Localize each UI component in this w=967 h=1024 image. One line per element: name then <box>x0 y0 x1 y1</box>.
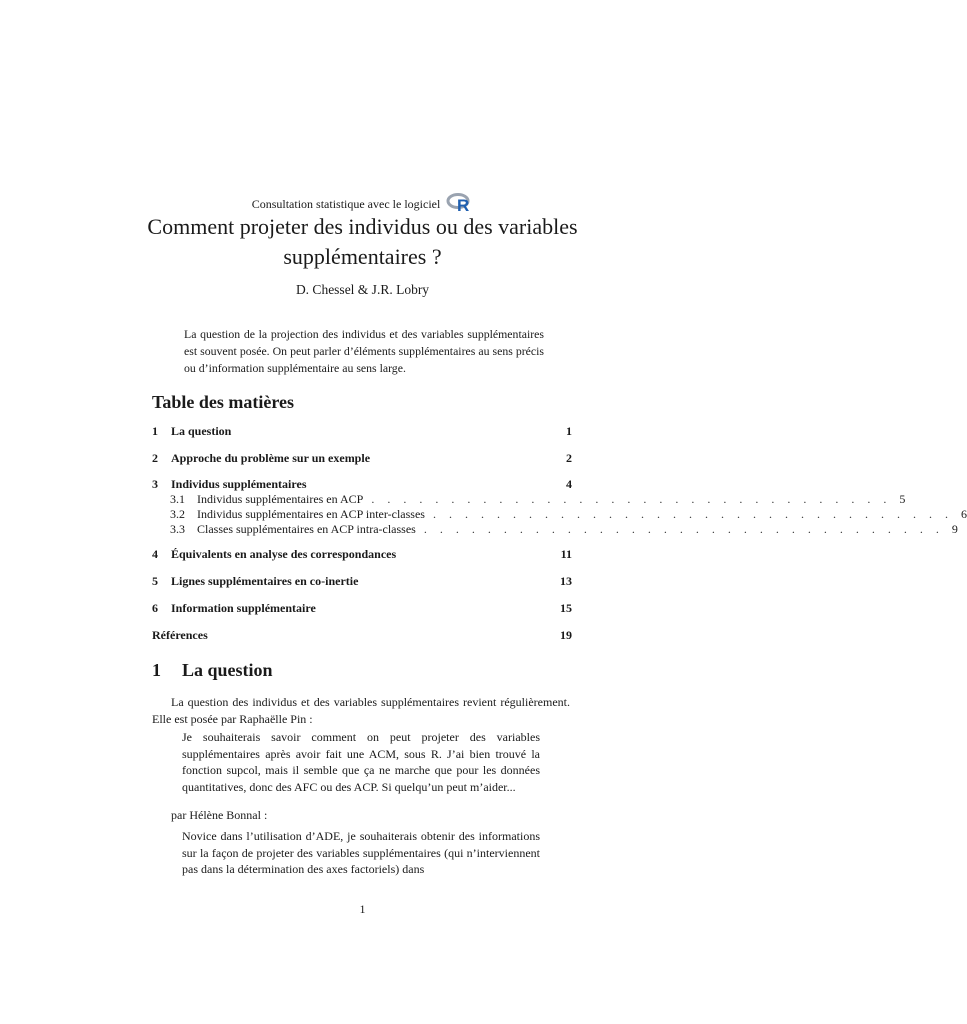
authors: D. Chessel & J.R. Lobry <box>295 282 430 297</box>
toc-entry-references[interactable] <box>152 628 572 644</box>
toc-label: Lignes supplémentaires en co-inertie <box>171 574 359 588</box>
toc-entry-3-2[interactable] <box>170 507 967 523</box>
toc-entry-3-3[interactable] <box>170 522 958 538</box>
toc-heading: Table des matières <box>152 392 294 412</box>
r-logo-letter: R <box>457 196 470 215</box>
toc-label: Individus supplémentaires <box>171 477 307 491</box>
quote-raphaelle: Je souhaiterais savoir comment on peut projeter des variables supplémentaires après avoir fait une ACM, sous R. J’ai bien trouvé la fonction supcol, mais il semble que ça ne marche que pour les données quantitatives, donc des AFC ou des ACP. Si quelqu’un peut m’aider... <box>182 730 540 794</box>
toc-label: Information supplémentaire <box>171 601 316 615</box>
toc-dot-leader: . . . . . . . . . . . . . . . . . . . . . . . . . . . . . . . . . <box>371 492 892 506</box>
attribution-helene: par Hélène Bonnal : <box>171 808 268 822</box>
toc-label: Références <box>152 628 208 642</box>
toc-entry-3-1[interactable] <box>170 492 906 508</box>
toc-page: 9 <box>951 522 958 536</box>
toc-label: Individus supplémentaires en ACP <box>197 492 364 506</box>
toc-entry-6[interactable] <box>152 601 572 617</box>
toc-page: 5 <box>899 492 906 506</box>
toc-page: 1 <box>566 424 572 438</box>
toc-page: 15 <box>560 601 572 615</box>
toc-number: 3 <box>152 477 158 491</box>
toc-entry-5[interactable] <box>152 574 572 590</box>
toc-label: Approche du problème sur un exemple <box>171 451 371 465</box>
document-title: Comment projeter des individus ou des variables supplémentaires ? <box>147 214 578 269</box>
toc-number: 4 <box>152 547 158 561</box>
section-number: 1 <box>152 660 161 680</box>
toc-label: Individus supplémentaires en ACP inter-classes <box>197 507 425 521</box>
toc-label: La question <box>171 424 232 438</box>
toc-number: 6 <box>152 601 158 615</box>
section-heading <box>152 660 273 681</box>
kicker-text: Consultation statistique avec le logiciel <box>251 197 441 211</box>
page-number: 1 <box>359 902 366 916</box>
toc-entry-4[interactable] <box>152 547 572 563</box>
toc-entry-1[interactable] <box>152 424 572 440</box>
toc-number: 1 <box>152 424 158 438</box>
section-title: La question <box>182 660 273 680</box>
toc-page: 19 <box>560 628 572 642</box>
quote-helene: Novice dans l’utilisation d’ADE, je souhaiterais obtenir des informations sur la façon de projeter des variables supplémentaires (qui n’interviennent pas dans la détermination des axes factoriels) dans <box>182 829 540 876</box>
toc-number: 3.1 <box>170 492 185 506</box>
toc-page: 2 <box>566 451 572 465</box>
toc-page: 4 <box>566 477 572 491</box>
toc-dot-leader: . . . . . . . . . . . . . . . . . . . . . . . . . . . . . . . . . <box>432 507 953 521</box>
toc-entry-3[interactable] <box>152 477 572 493</box>
abstract: La question de la projection des individus et des variables supplémentaires est souvent posée. On peut parler d’éléments supplémentaires au sens précis ou d’information supplémentaire au sens large. <box>184 327 544 375</box>
toc-number: 5 <box>152 574 158 588</box>
section-intro-paragraph: La question des individus et des variables supplémentaires revient régulièrement. Elle est posée par Raphaëlle Pin : <box>152 695 570 726</box>
toc-entry-2[interactable] <box>152 451 572 467</box>
toc-number: 3.2 <box>170 507 185 521</box>
toc-dot-leader: . . . . . . . . . . . . . . . . . . . . . . . . . . . . . . . . . <box>423 522 944 536</box>
toc-label: Équivalents en analyse des correspondances <box>171 547 397 561</box>
toc-label: Classes supplémentaires en ACP intra-classes <box>197 522 416 536</box>
toc-number: 2 <box>152 451 158 465</box>
toc-number: 3.3 <box>170 522 185 536</box>
toc-page: 11 <box>560 547 572 561</box>
toc-page: 13 <box>560 574 572 588</box>
toc-page: 6 <box>960 507 967 521</box>
